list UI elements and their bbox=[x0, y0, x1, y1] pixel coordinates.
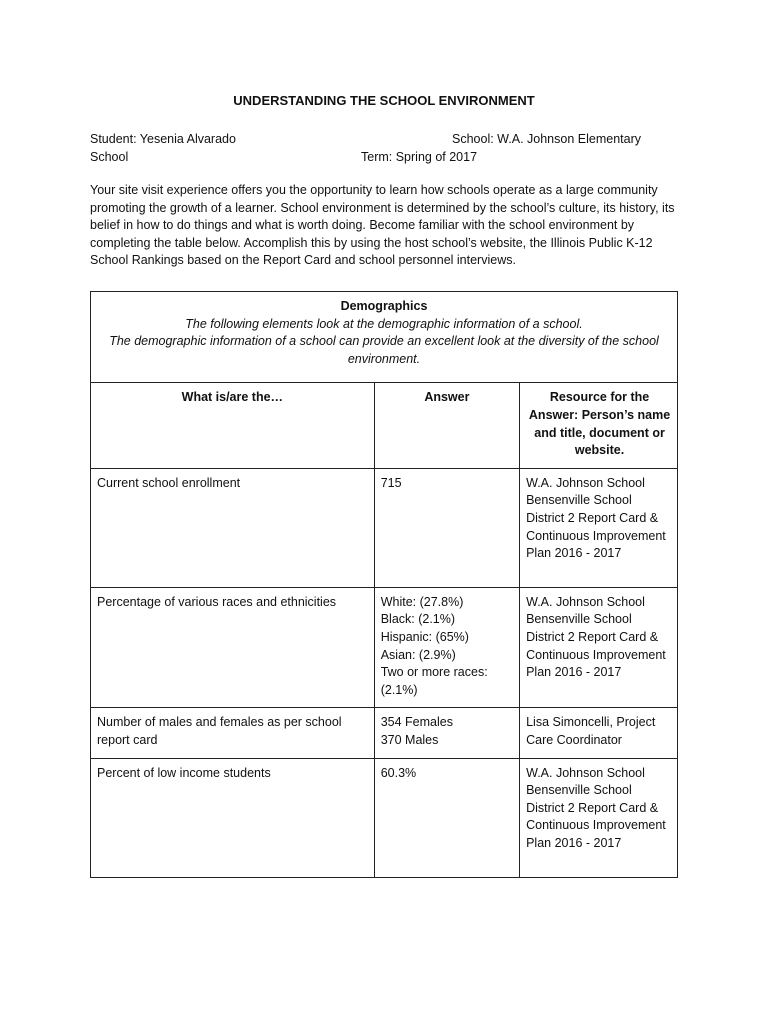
column-header-answer: Answer bbox=[374, 383, 519, 468]
intro-paragraph: Your site visit experience offers you the opportunity to learn how schools operate as a large community promoting the growth of a learner. School environment is determined by the school’s culture, its history, its belief in how to do things and what is worth doing. Become familiar with the school environment by completing the table below. Accomplish this by using the host school’s website, the Illinois Public K-12 School Rankings based on the Report Card and school personnel interviews. bbox=[90, 183, 675, 268]
table-row bbox=[91, 708, 678, 758]
answer-cell bbox=[374, 758, 519, 877]
section-header-cell bbox=[91, 292, 678, 383]
table-row bbox=[91, 758, 678, 877]
column-header-resource: Resource for the Answer: Person’s name and title, document or website. bbox=[520, 383, 678, 468]
column-header-row bbox=[91, 383, 678, 468]
term: Term: Spring of 2017 bbox=[361, 150, 478, 164]
section-title: Demographics bbox=[340, 299, 428, 313]
question-cell: Number of males and females as per school report card bbox=[91, 708, 375, 758]
answer-cell bbox=[374, 708, 519, 758]
answer-line: 354 Females bbox=[380, 715, 453, 730]
column-header-question: What is/are the… bbox=[91, 383, 375, 468]
section-description-2: The demographic information of a school can provide an excellent look at the diversity of the school environment. bbox=[109, 334, 659, 366]
document-title: UNDERSTANDING THE SCHOOL ENVIRONMENT bbox=[233, 93, 535, 108]
school-name-continued: School bbox=[90, 150, 129, 164]
table-row bbox=[91, 468, 678, 587]
table-row bbox=[91, 587, 678, 708]
resource-cell: W.A. Johnson School Bensenville School District 2 Report Card & Continuous Improvement Plan 2016 - 2017 bbox=[520, 758, 678, 877]
answer-line: Asian: (2.9%) bbox=[380, 647, 456, 662]
demographics-table bbox=[90, 291, 678, 878]
answer-line: 370 Males bbox=[380, 732, 439, 747]
student-name: Student: Yesenia Alvarado bbox=[90, 132, 236, 146]
resource-cell: W.A. Johnson School Bensenville School District 2 Report Card & Continuous Improvement Plan 2016 - 2017 bbox=[520, 587, 678, 708]
school-name: School: W.A. Johnson Elementary bbox=[452, 132, 641, 146]
question-cell: Percent of low income students bbox=[91, 758, 375, 877]
answer-line: 60.3% bbox=[380, 765, 417, 780]
resource-cell: W.A. Johnson School Bensenville School District 2 Report Card & Continuous Improvement Plan 2016 - 2017 bbox=[520, 468, 678, 587]
answer-line: White: (27.8%) bbox=[380, 594, 464, 609]
answer-cell bbox=[374, 468, 519, 587]
question-cell: Current school enrollment bbox=[91, 468, 375, 587]
answer-line: Black: (2.1%) bbox=[380, 612, 456, 627]
answer-line: Two or more races: (2.1%) bbox=[380, 665, 488, 697]
section-description-1: The following elements look at the demographic information of a school. bbox=[185, 316, 583, 331]
resource-cell: Lisa Simoncelli, Project Care Coordinator bbox=[520, 708, 678, 758]
question-cell: Percentage of various races and ethnicities bbox=[91, 587, 375, 708]
answer-line: Hispanic: (65%) bbox=[380, 629, 469, 644]
answer-line: 715 bbox=[380, 475, 402, 490]
section-header-row bbox=[91, 292, 678, 383]
answer-cell bbox=[374, 587, 519, 708]
